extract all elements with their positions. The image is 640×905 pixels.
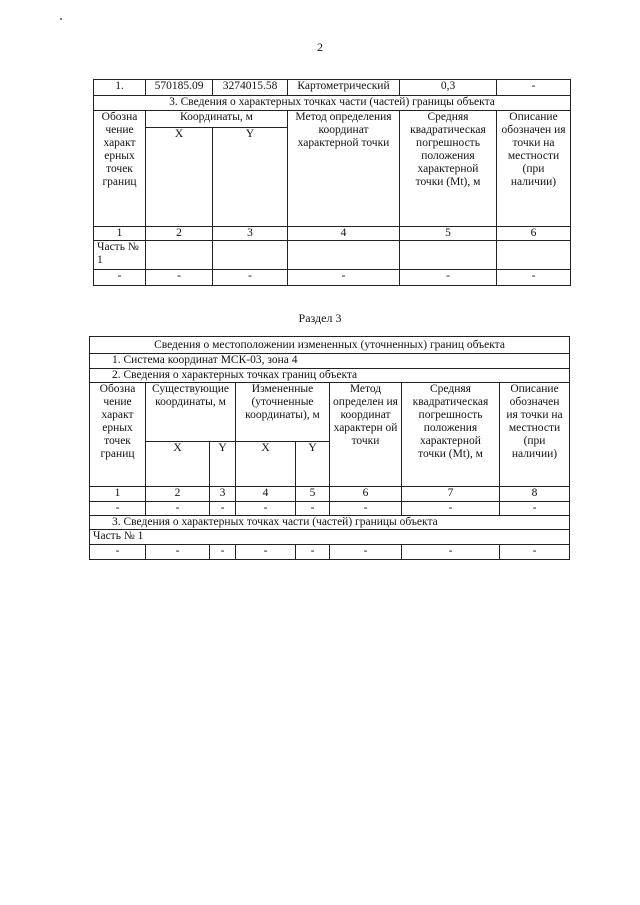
cell	[146, 241, 213, 270]
cell: -	[236, 545, 296, 560]
header-changed: Измененные (уточненные координаты), м	[236, 383, 330, 442]
cell: -	[90, 502, 146, 516]
table-row	[90, 502, 570, 516]
header-coordinates: Координаты, м	[146, 111, 288, 128]
table-row	[94, 241, 571, 270]
cell: 3274015.58	[213, 80, 288, 96]
cell: -	[497, 270, 571, 286]
header-y: Y	[296, 442, 330, 487]
header-y: Y	[213, 128, 288, 227]
table-row	[94, 96, 571, 111]
cell: 3	[210, 487, 236, 502]
cell: -	[400, 270, 497, 286]
cell: -	[213, 270, 288, 286]
header-designation: Обозна чение характ ерных точек границ	[94, 111, 146, 227]
cell	[497, 241, 571, 270]
cell: -	[94, 270, 146, 286]
section-heading: Раздел 3	[298, 311, 342, 325]
header-x: X	[236, 442, 296, 487]
header-error: Средняя квадратическая погрешность положения характерной точки (Mt), м	[400, 111, 497, 227]
table-row	[94, 227, 571, 241]
cell: -	[497, 80, 571, 96]
cell: 1	[90, 487, 146, 502]
cell	[213, 241, 288, 270]
cell: -	[146, 545, 210, 560]
cell: 3	[213, 227, 288, 241]
cell: -	[402, 502, 500, 516]
cell: -	[500, 545, 570, 560]
cell: 4	[288, 227, 400, 241]
cell: -	[296, 502, 330, 516]
cell: 5	[400, 227, 497, 241]
table-row	[94, 270, 571, 286]
part-label: Часть № 1	[90, 530, 570, 545]
cell: -	[146, 270, 213, 286]
cell: -	[210, 545, 236, 560]
cell: 2	[146, 227, 213, 241]
header-method: Метод определения координат характерной точки	[288, 111, 400, 227]
table-row	[94, 111, 571, 128]
cell: 1.	[94, 80, 146, 96]
cell: 8	[500, 487, 570, 502]
cell: 6	[330, 487, 402, 502]
cell: 1	[94, 227, 146, 241]
header-existing: Существующие координаты, м	[146, 383, 236, 442]
cell: 4	[236, 487, 296, 502]
cell: -	[296, 545, 330, 560]
section-title: 3. Сведения о характерных точках части (частей) границы объекта	[94, 96, 571, 111]
table-row	[90, 530, 570, 545]
table-row	[90, 516, 570, 530]
header-x: X	[146, 128, 213, 227]
cell: 2	[146, 487, 210, 502]
table-row	[90, 337, 570, 354]
section-title: 3. Сведения о характерных точках части (частей) границы объекта	[90, 516, 570, 530]
cell: -	[90, 545, 146, 560]
cell	[288, 241, 400, 270]
page-number: 2	[317, 40, 323, 54]
part-label: Часть № 1	[94, 241, 146, 270]
table-row	[90, 487, 570, 502]
cell	[400, 241, 497, 270]
header-designation: Обозна чение характ ерных точек границ	[90, 383, 146, 487]
header-description: Описание обозначен ия точки на местности (при наличии)	[497, 111, 571, 227]
coordinate-system: 1. Система координат МСК-03, зона 4	[90, 354, 570, 369]
cell: -	[402, 545, 500, 560]
scan-speck	[60, 18, 62, 20]
cell: -	[146, 502, 210, 516]
table-row	[90, 383, 570, 442]
table-row	[94, 80, 571, 96]
cell: -	[330, 545, 402, 560]
cell: 0,3	[400, 80, 497, 96]
table-1	[93, 79, 571, 286]
cell: 5	[296, 487, 330, 502]
cell: -	[210, 502, 236, 516]
table-row	[90, 545, 570, 560]
points-title: 2. Сведения о характерных точках границ объекта	[90, 369, 570, 383]
cell: 570185.09	[146, 80, 213, 96]
table-row	[90, 369, 570, 383]
cell: -	[330, 502, 402, 516]
header-error: Средняя квадратическая погрешность положения характерной точки (Mt), м	[402, 383, 500, 487]
header-description: Описание обозначен ия точки на местности (при наличии)	[500, 383, 570, 487]
cell: Картометрический	[288, 80, 400, 96]
cell: -	[236, 502, 296, 516]
table-row	[90, 354, 570, 369]
cell: -	[500, 502, 570, 516]
table-2	[89, 336, 570, 560]
cell: 6	[497, 227, 571, 241]
table-title: Сведения о местоположении измененных (уточненных) границ объекта	[90, 337, 570, 354]
header-y: Y	[210, 442, 236, 487]
header-x: X	[146, 442, 210, 487]
cell: 7	[402, 487, 500, 502]
cell: -	[288, 270, 400, 286]
header-method: Метод определен ия координат характерн ой точки	[330, 383, 402, 487]
